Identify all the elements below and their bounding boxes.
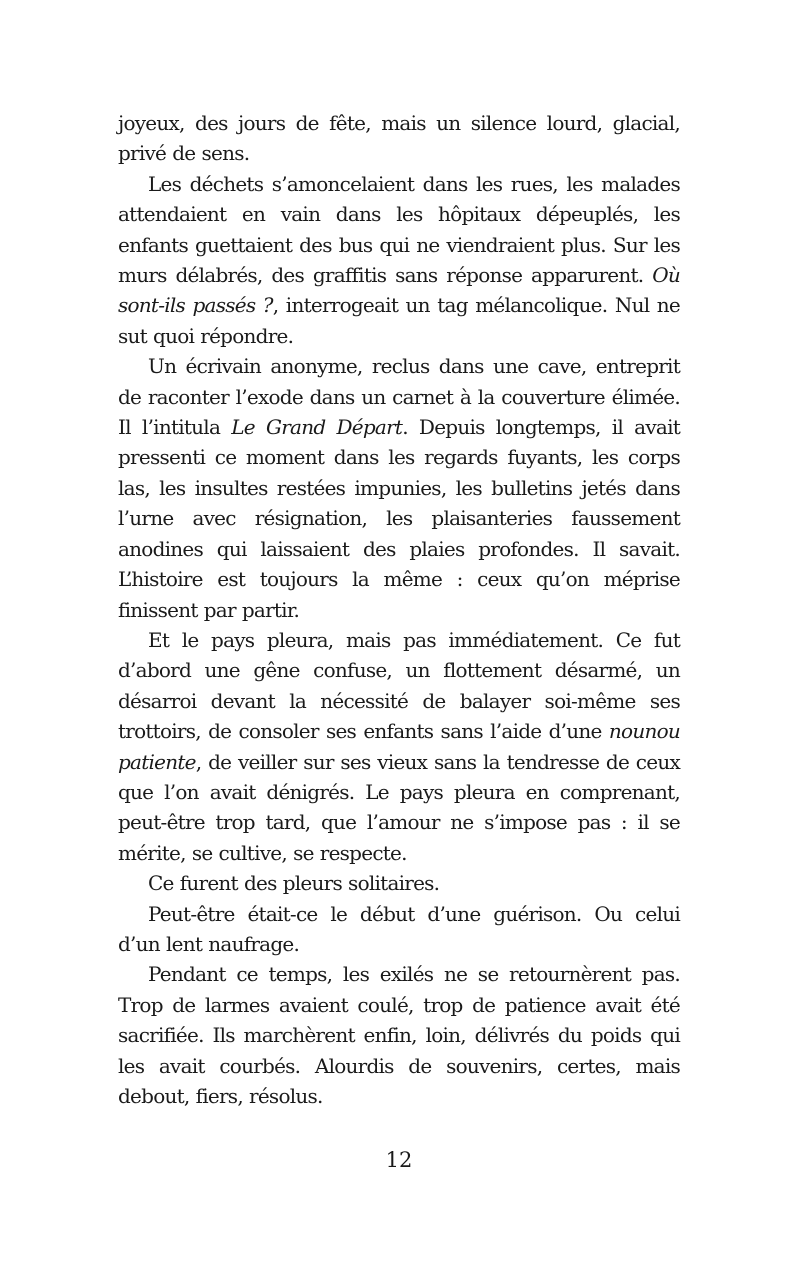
paragraph-6-text: Peut-être était-ce le début d’une guérison. Ou celui d’un lent naufrage. xyxy=(118,901,680,956)
paragraph-3 xyxy=(118,351,680,625)
paragraph-4-text-a: Et le pays pleura, mais pas immédiatement. Ce fut d’abord une gêne confuse, un flottement désarmé, un désarroi devant la nécessité de balayer soi-même ses trottoirs, de consoler ses enfants sans l’aide d’une xyxy=(118,627,680,744)
paragraph-2-italic-tag: Où sont-ils passés ? xyxy=(118,263,680,318)
page-number: 12 xyxy=(385,1148,413,1172)
paragraph-6 xyxy=(118,899,680,960)
paragraph-3-text-a: Un écrivain anonyme, reclus dans une cave, entreprit de raconter l’exode dans un carnet à la couverture élimée. Il l’intitula xyxy=(118,354,680,440)
paragraph-3-text-c: . Depuis longtemps, il avait pressenti ce moment dans les regards fuyants, les corps las, les insultes restées impunies, les bulletins jetés dans l’urne avec résignation, les plaisanteries faussement anodines qui laissaient des plaies profondes. Il savait. L’histoire est toujours la même : ceux qu’on méprise finissent par partir. xyxy=(118,415,681,622)
paragraph-4-text-c: , de veiller sur ses vieux sans la tendresse de ceux que l’on avait dénigrés. Le pays pleura en comprenant, peut-être trop tard, que l’amour ne s’impose pas : il se mérite, se cultive, se respecte. xyxy=(118,749,680,865)
paragraph-1 xyxy=(118,108,680,169)
paragraph-7 xyxy=(118,959,680,1111)
paragraph-5-text: Ce furent des pleurs solitaires. xyxy=(148,871,440,896)
paragraph-2-text-a: Les déchets s’amoncelaient dans les rues, les malades attendaient en vain dans les hôpitaux dépeuplés, les enfants guettaient des bus qui ne viendraient plus. Sur les murs délabrés, des graffitis sans réponse apparurent. xyxy=(118,171,680,288)
paragraph-1-text: joyeux, des jours de fête, mais un silence lourd, glacial, privé de sens. xyxy=(118,111,680,166)
paragraph-2 xyxy=(118,169,680,351)
paragraph-7-text: Pendant ce temps, les exilés ne se retournèrent pas. Trop de larmes avaient coulé, trop de patience avait été sacrifiée. Ils marchèrent enfin, loin, délivrés du poids qui les avait courbés. Alourdis de souvenirs, certes, mais debout, fiers, résolus. xyxy=(118,962,680,1108)
paragraph-4 xyxy=(118,625,680,868)
paragraph-4-italic-phrase: nounou patiente xyxy=(118,719,680,774)
paragraph-2-text-c: , interrogeait un tag mélancolique. Nul ne sut quoi répondre. xyxy=(118,293,680,348)
paragraph-5 xyxy=(118,868,680,898)
page-body xyxy=(118,108,680,1111)
paragraph-3-italic-title: Le Grand Départ xyxy=(231,415,403,440)
